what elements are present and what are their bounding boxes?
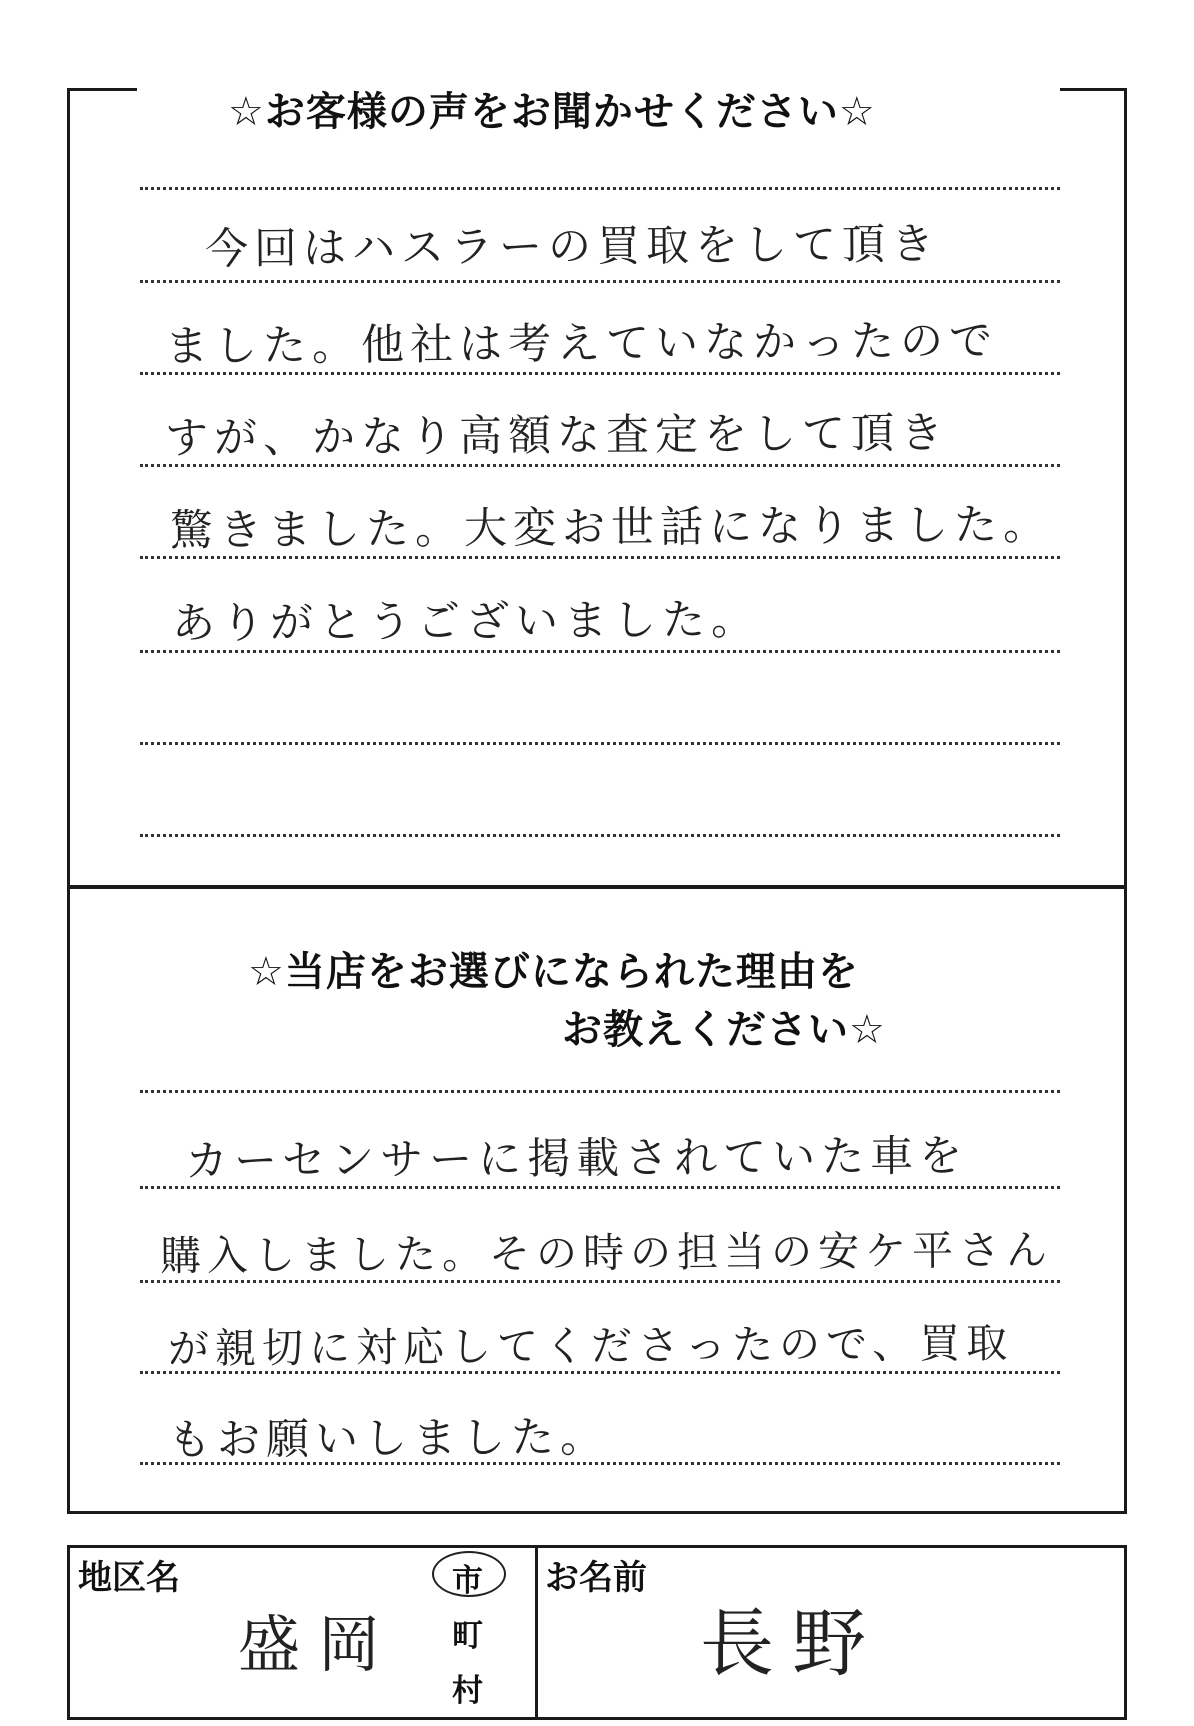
voice-handwritten-line: 驚きました。大変お世話になりました。	[169, 499, 1053, 557]
city-type-village: 村	[452, 1673, 483, 1709]
info-divider	[535, 1545, 538, 1720]
area-label: 地区名	[78, 1558, 180, 1598]
ruled-line	[140, 834, 1060, 837]
ruled-line	[140, 1090, 1060, 1093]
voice-handwritten-line: 今回はハスラーの買取をして頂き	[204, 219, 941, 275]
name-value: 長野	[700, 1601, 884, 1687]
voice-section	[67, 88, 1127, 888]
ruled-line	[140, 187, 1060, 190]
voice-handwritten-line: ました。他社は考えていなかったので	[164, 316, 999, 372]
reason-title-line2: お教えください☆	[562, 1007, 886, 1053]
voice-frame-top-right	[1060, 88, 1127, 91]
reason-handwritten-line: カーセンサーに掲載されていた車を	[184, 1131, 969, 1187]
voice-title: ☆お客様の声をお聞かせください☆	[228, 89, 876, 135]
reason-handwritten-line: が親切に対応してくださったので、買取	[167, 1319, 1014, 1373]
voice-frame-top-left	[67, 88, 137, 91]
reason-handwritten-line: 購入しました。その時の担当の安ケ平さん	[159, 1225, 1054, 1281]
voice-handwritten-line: すが、かなり高額な査定をして頂き	[164, 408, 950, 464]
ruled-line	[140, 280, 1060, 283]
reason-handwritten-line: もお願いしました。	[167, 1412, 610, 1466]
name-label: お名前	[545, 1558, 647, 1598]
ruled-line	[140, 742, 1060, 745]
voice-handwritten-line: ありがとうございました。	[171, 594, 761, 650]
reason-title-line1: ☆当店をお選びになられた理由を	[248, 949, 859, 995]
ruled-line	[140, 650, 1060, 653]
area-value: 盛岡	[238, 1608, 399, 1681]
city-type-city: 市	[452, 1563, 483, 1599]
city-type-town: 町	[452, 1618, 483, 1654]
